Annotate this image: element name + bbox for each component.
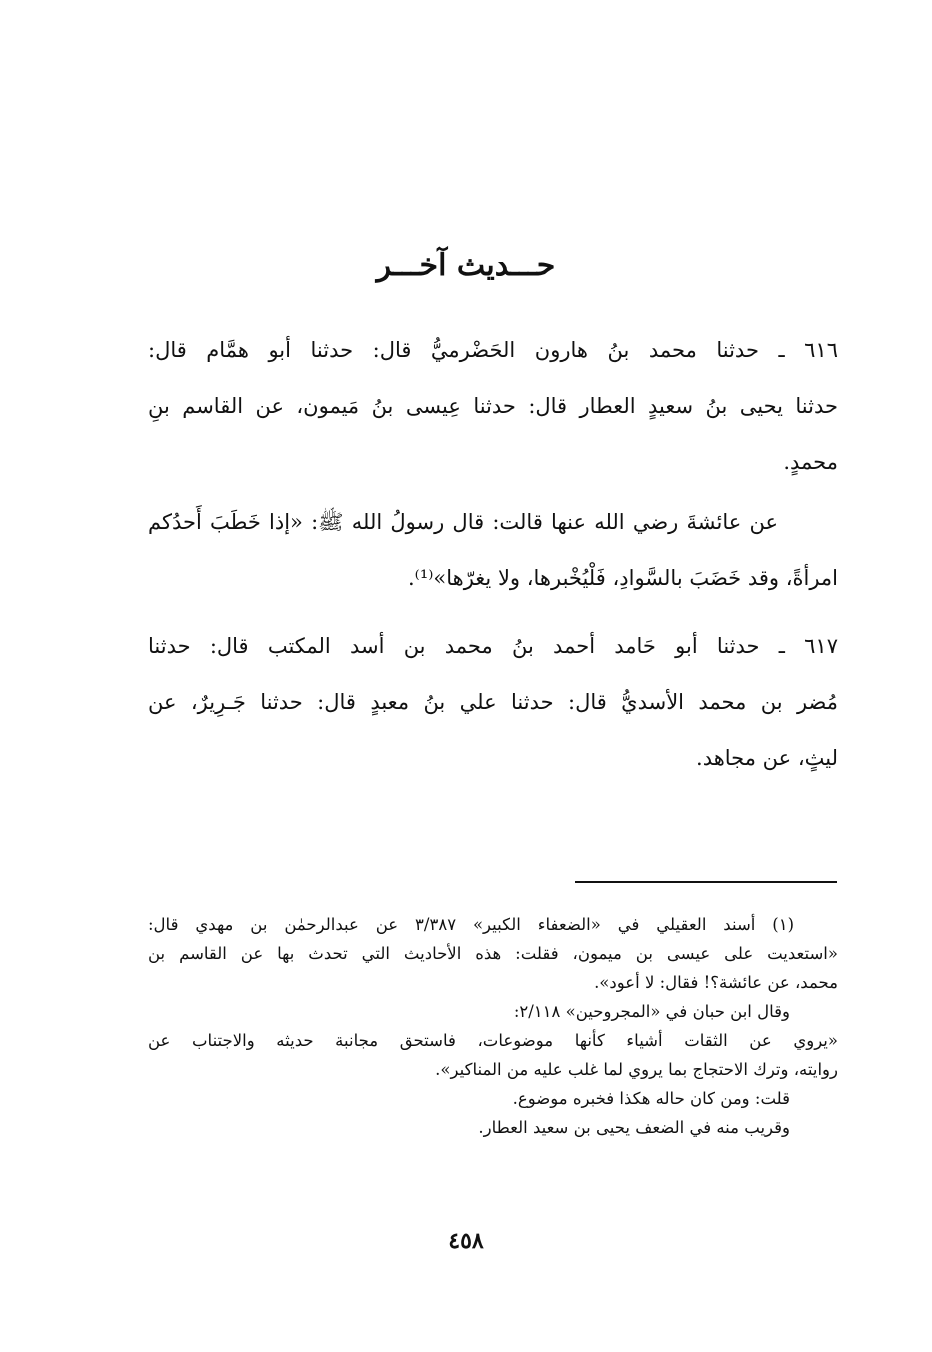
text-line: مُضر بن محمد الأسديُّ قال: حدثنا علي بنُ معبدٍ قال: حدثنا جَـرِيرٌ، عن [148, 690, 838, 714]
footnote-line: «استعديت على عيسى بن ميمون، فقلت: هذه الأحاديث التي تحدث بها عن القاسم بن [148, 944, 838, 963]
footnote-line: محمد، عن عائشة؟! فقال: لا أعود». [594, 973, 838, 992]
hadith-616-matn [148, 494, 838, 606]
hadith-617-isnad [148, 618, 838, 786]
text-line: ٦١٦ ـ حدثنا محمد بنُ هارون الحَضْرميُّ قال: حدثنا أبو همَّام قال: [148, 338, 838, 362]
footnotes [148, 910, 838, 1142]
text-line: امرأةً، وقد خَضَبَ بالسَّوادِ، فَلْيُخْبرها، ولا يغرّها»⁽¹⁾. [407, 566, 838, 590]
text-line: ٦١٧ ـ حدثنا أبو حَامد أحمد بنُ محمد بن أسد المكتب قال: حدثنا [148, 634, 838, 658]
section-heading: حـــديث آخـــر [376, 248, 556, 283]
footnote-line: «يروي عن الثقات أشياء كأنها موضوعات، فاستحق مجانبة حديثه والاجتناب عن [148, 1031, 838, 1050]
footnote-line: وقريب منه في الضعف يحيى بن سعيد العطار. [478, 1118, 790, 1137]
text-line: عن عائشةَ رضي الله عنها قالت: قال رسولُ الله ﷺ: «إذا خَطَبَ أَحدُكم [148, 510, 778, 534]
text-line: حدثنا يحيى بنُ سعيدٍ العطار قال: حدثنا عِيسى بنُ مَيمون، عن القاسم بنِ [148, 394, 838, 418]
footnote-line: (١) أسند العقيلي في «الضعفاء الكبير» ٣/٣٨٧ عن عبدالرحمٰن بن مهدي قال: [148, 915, 795, 934]
text-line: محمدٍ. [783, 450, 838, 474]
hadith-616-isnad [148, 322, 838, 490]
text-line: ليثٍ، عن مجاهد. [696, 746, 838, 770]
footnote-separator [575, 881, 837, 883]
footnote-line: وقال ابن حبان في «المجروحين» ٢/١١٨: [513, 1002, 790, 1021]
footnote-line: روايته، وترك الاحتجاج بما يروي لما غلب عليه من المناكير». [435, 1060, 838, 1079]
page-number: ٤٥٨ [448, 1228, 484, 1254]
footnote-line: قلت: ومن كان حاله هكذا فخبره موضوع. [512, 1089, 790, 1108]
